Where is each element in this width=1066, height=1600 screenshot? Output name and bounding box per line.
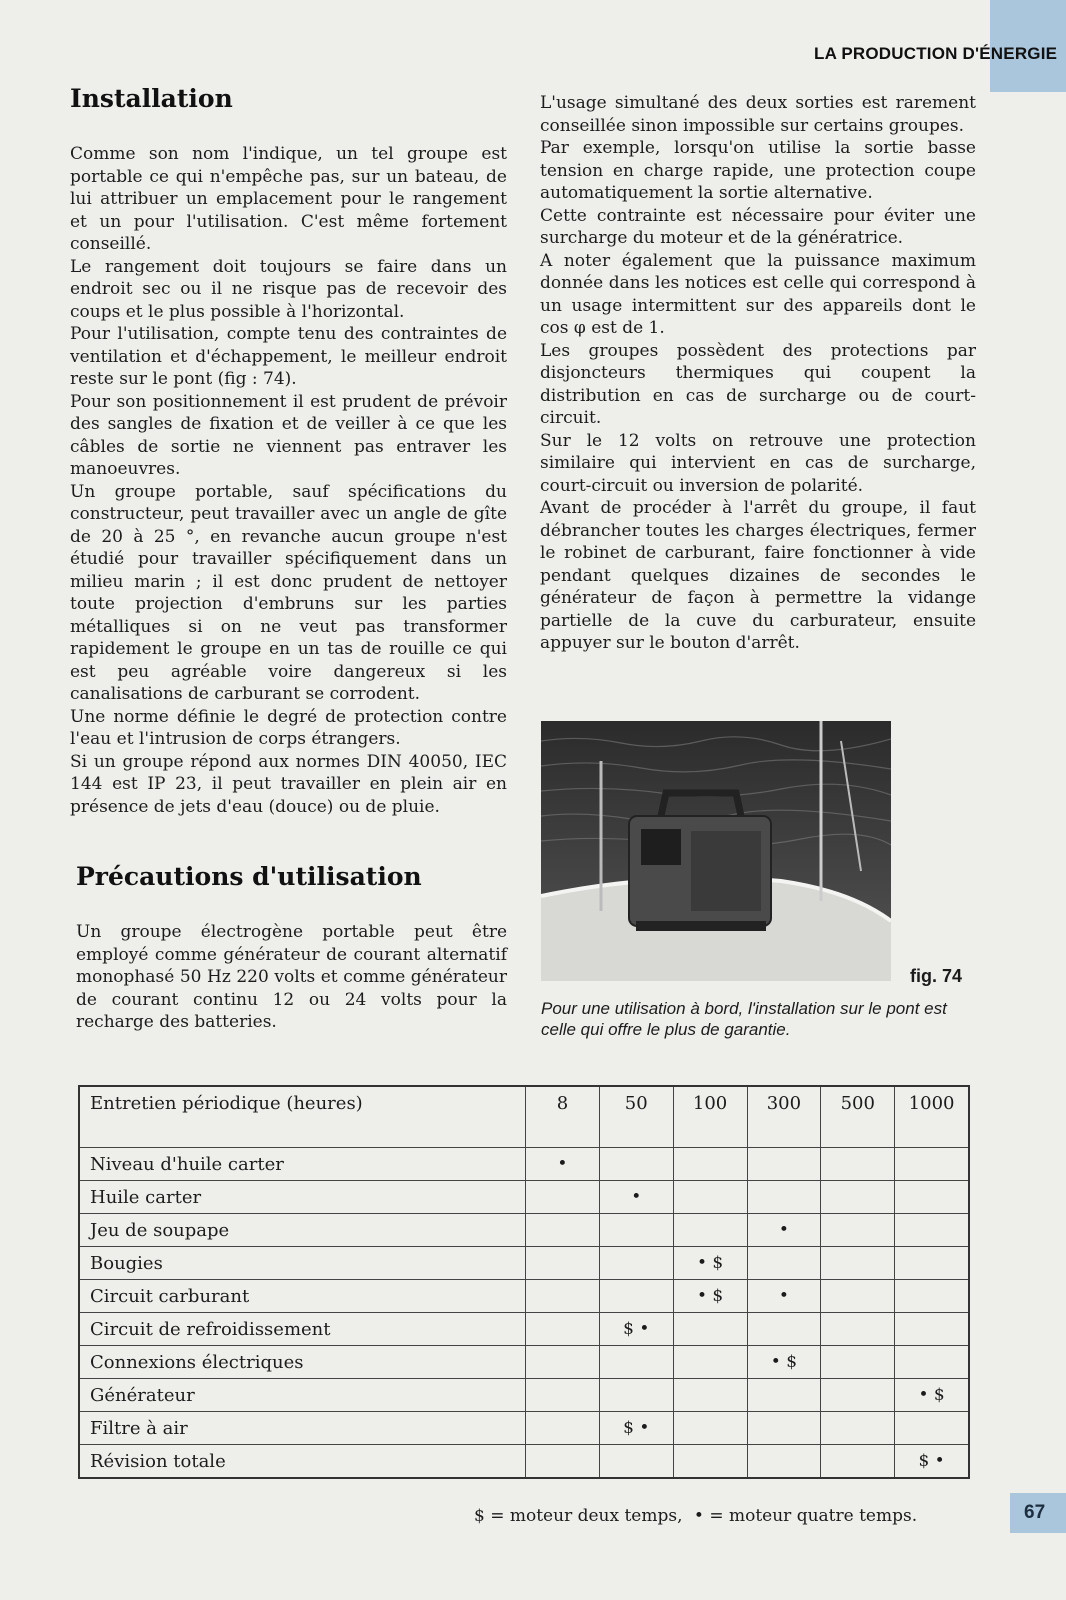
table-cell — [673, 1214, 747, 1247]
table-cell: $ • — [895, 1445, 969, 1479]
table-cell: • — [526, 1148, 600, 1181]
table-cell — [599, 1148, 673, 1181]
table-cell — [821, 1346, 895, 1379]
section-title-precautions: Précautions d'utilisation — [76, 862, 422, 891]
table-cell — [895, 1412, 969, 1445]
table-cell: • $ — [895, 1379, 969, 1412]
table-row — [79, 1181, 969, 1214]
table-cell — [526, 1313, 600, 1346]
table-cell: • $ — [747, 1346, 821, 1379]
table-row-label: Bougies — [79, 1247, 526, 1280]
paragraph: A noter également que la puissance maximum donnée dans les notices est celle qui correspond à un usage intermittent sur des appareils dont le cos φ est de 1. — [540, 250, 976, 338]
paragraph: Si un groupe répond aux normes DIN 40050, IEC 144 est IP 23, il peut travailler en plein air en présence de jets d'eau (douce) ou de pluie. — [70, 751, 507, 817]
table-header-hours: 500 — [821, 1086, 895, 1148]
paragraph: Cette contrainte est nécessaire pour éviter une surcharge du moteur et de la génératrice. — [540, 205, 976, 248]
table-cell — [526, 1214, 600, 1247]
paragraph: Avant de procéder à l'arrêt du groupe, il faut débrancher toutes les charges électriques, fermer le robinet de carburant, faire fonctionner à vide pendant quelques dizaines de secondes le générateur de façon à permettre la vidange partielle de la cuve du carburateur, ensuite appuyer sur le bouton d'arrêt. — [540, 498, 976, 653]
table-row-label: Jeu de soupape — [79, 1214, 526, 1247]
generator-photo — [541, 721, 891, 981]
table-row — [79, 1280, 969, 1313]
table-row-label: Filtre à air — [79, 1412, 526, 1445]
table-cell — [673, 1379, 747, 1412]
table-cell: $ • — [599, 1313, 673, 1346]
table-cell — [599, 1445, 673, 1479]
maintenance-table — [78, 1085, 970, 1479]
table-cell — [599, 1379, 673, 1412]
table-cell — [895, 1346, 969, 1379]
paragraph: Un groupe portable, sauf spécifications du constructeur, peut travailler avec un angle de gîte de 20 à 25 °, en revanche aucun groupe n'est étudié pour travailler spécifiquement dans un milieu marin ; il est donc prudent de nettoyer toute projection d'embruns sur les parties métalliques si on ne veut pas transformer rapidement le groupe en un tas de rouille ce qui est peu agréable voire dangereux si les canalisations de carburant se corrodent. — [70, 481, 507, 704]
table-header-row — [79, 1086, 969, 1148]
table-cell — [821, 1445, 895, 1479]
table-cell — [895, 1181, 969, 1214]
table-row — [79, 1445, 969, 1479]
table-cell — [526, 1346, 600, 1379]
table-cell — [821, 1379, 895, 1412]
table-row-label: Niveau d'huile carter — [79, 1148, 526, 1181]
table-cell — [821, 1280, 895, 1313]
table-row-label: Circuit carburant — [79, 1280, 526, 1313]
table-row-label: Huile carter — [79, 1181, 526, 1214]
table-cell — [821, 1247, 895, 1280]
right-column — [540, 92, 976, 655]
table-row — [79, 1214, 969, 1247]
table-cell: • $ — [673, 1280, 747, 1313]
table-cell: • — [599, 1181, 673, 1214]
table-header-hours: 300 — [747, 1086, 821, 1148]
table-cell — [673, 1346, 747, 1379]
table-row-label: Circuit de refroidissement — [79, 1313, 526, 1346]
page-number: 67 — [1010, 1493, 1066, 1533]
left-column — [70, 84, 507, 1034]
table-cell: • — [747, 1214, 821, 1247]
table-cell — [526, 1379, 600, 1412]
paragraph: Par exemple, lorsqu'on utilise la sortie basse tension en charge rapide, une protection coupe automatiquement la sortie alternative. — [540, 138, 976, 203]
table-cell — [821, 1148, 895, 1181]
legend-four-stroke: • = moteur quatre temps. — [693, 1506, 918, 1526]
legend-two-stroke: $ = moteur deux temps, — [474, 1506, 683, 1526]
paragraph: Pour l'utilisation, compte tenu des contraintes de ventilation et d'échappement, le meilleur endroit reste sur le pont (fig : 74). — [70, 324, 507, 389]
table-cell — [895, 1280, 969, 1313]
table-cell: $ • — [599, 1412, 673, 1445]
table-row — [79, 1148, 969, 1181]
table-cell — [821, 1412, 895, 1445]
table-cell — [673, 1181, 747, 1214]
table-header-hours: 100 — [673, 1086, 747, 1148]
table-cell — [526, 1280, 600, 1313]
table-row — [79, 1346, 969, 1379]
paragraph: L'usage simultané des deux sorties est rarement conseillée sinon impossible sur certains groupes. — [540, 93, 976, 136]
table-cell — [747, 1412, 821, 1445]
table-cell — [673, 1445, 747, 1479]
table-cell — [673, 1412, 747, 1445]
table-cell — [821, 1181, 895, 1214]
table-cell — [747, 1445, 821, 1479]
figure-caption: Pour une utilisation à bord, l'installation sur le pont est celle qui offre le plus de garantie. — [541, 999, 947, 1039]
table-row-label: Connexions électriques — [79, 1346, 526, 1379]
table-cell — [821, 1313, 895, 1346]
table-cell — [895, 1313, 969, 1346]
paragraph: Les groupes possèdent des protections par disjoncteurs thermiques qui coupent la distribution en cas de surcharge ou de court-circuit. — [540, 340, 976, 428]
table-row-label: Générateur — [79, 1379, 526, 1412]
table-cell: • — [747, 1280, 821, 1313]
table-cell — [599, 1280, 673, 1313]
table-legend — [474, 1506, 923, 1526]
table-cell — [747, 1313, 821, 1346]
table-cell — [821, 1214, 895, 1247]
table-cell — [747, 1148, 821, 1181]
table-cell — [747, 1181, 821, 1214]
table-cell — [526, 1445, 600, 1479]
table-row — [79, 1313, 969, 1346]
table-header-hours: 1000 — [895, 1086, 969, 1148]
table-cell — [599, 1214, 673, 1247]
paragraph: Le rangement doit toujours se faire dans un endroit sec ou il ne risque pas de recevoir des coups et le plus possible à l'horizontal. — [70, 256, 507, 322]
figure-label: fig. 74 — [910, 966, 963, 986]
table-header-hours: 8 — [526, 1086, 600, 1148]
table-cell — [526, 1247, 600, 1280]
running-head: LA PRODUCTION D'ÉNERGIE — [814, 44, 1058, 63]
table-cell — [895, 1247, 969, 1280]
table-cell — [673, 1313, 747, 1346]
table-cell — [747, 1379, 821, 1412]
table-cell — [673, 1148, 747, 1181]
table-cell — [895, 1148, 969, 1181]
section-title-installation: Installation — [70, 84, 233, 113]
table-cell — [599, 1346, 673, 1379]
table-cell — [526, 1412, 600, 1445]
paragraph: Comme son nom l'indique, un tel groupe est portable ce qui n'empêche pas, sur un bateau, de lui attribuer un emplacement pour le rangement et un pour l'utilisation. C'est même fortement conseillé. — [70, 144, 507, 254]
table-cell — [747, 1247, 821, 1280]
table-cell — [599, 1247, 673, 1280]
table-row — [79, 1379, 969, 1412]
table-row-label: Révision totale — [79, 1445, 526, 1479]
table-row — [79, 1247, 969, 1280]
table-header-label: Entretien périodique (heures) — [79, 1086, 526, 1148]
table-row — [79, 1412, 969, 1445]
paragraph: Un groupe électrogène portable peut être employé comme générateur de courant alternatif monophasé 50 Hz 220 volts et comme générateur de courant continu 12 ou 24 volts pour la recharge des batteries. — [76, 922, 507, 1032]
paragraph: Une norme définie le degré de protection contre l'eau et l'intrusion de corps étrangers. — [70, 706, 507, 749]
paragraph: Sur le 12 volts on retrouve une protection similaire qui intervient en cas de surcharge, court-circuit ou inversion de polarité. — [540, 430, 976, 496]
generator-photo-drawing — [541, 721, 891, 981]
table-cell — [895, 1214, 969, 1247]
table-header-hours: 50 — [599, 1086, 673, 1148]
paragraph: Pour son positionnement il est prudent de prévoir des sangles de fixation et de veiller à ce que les câbles de sortie ne viennent pas entraver les manoeuvres. — [70, 391, 507, 479]
table-cell: • $ — [673, 1247, 747, 1280]
table-cell — [526, 1181, 600, 1214]
